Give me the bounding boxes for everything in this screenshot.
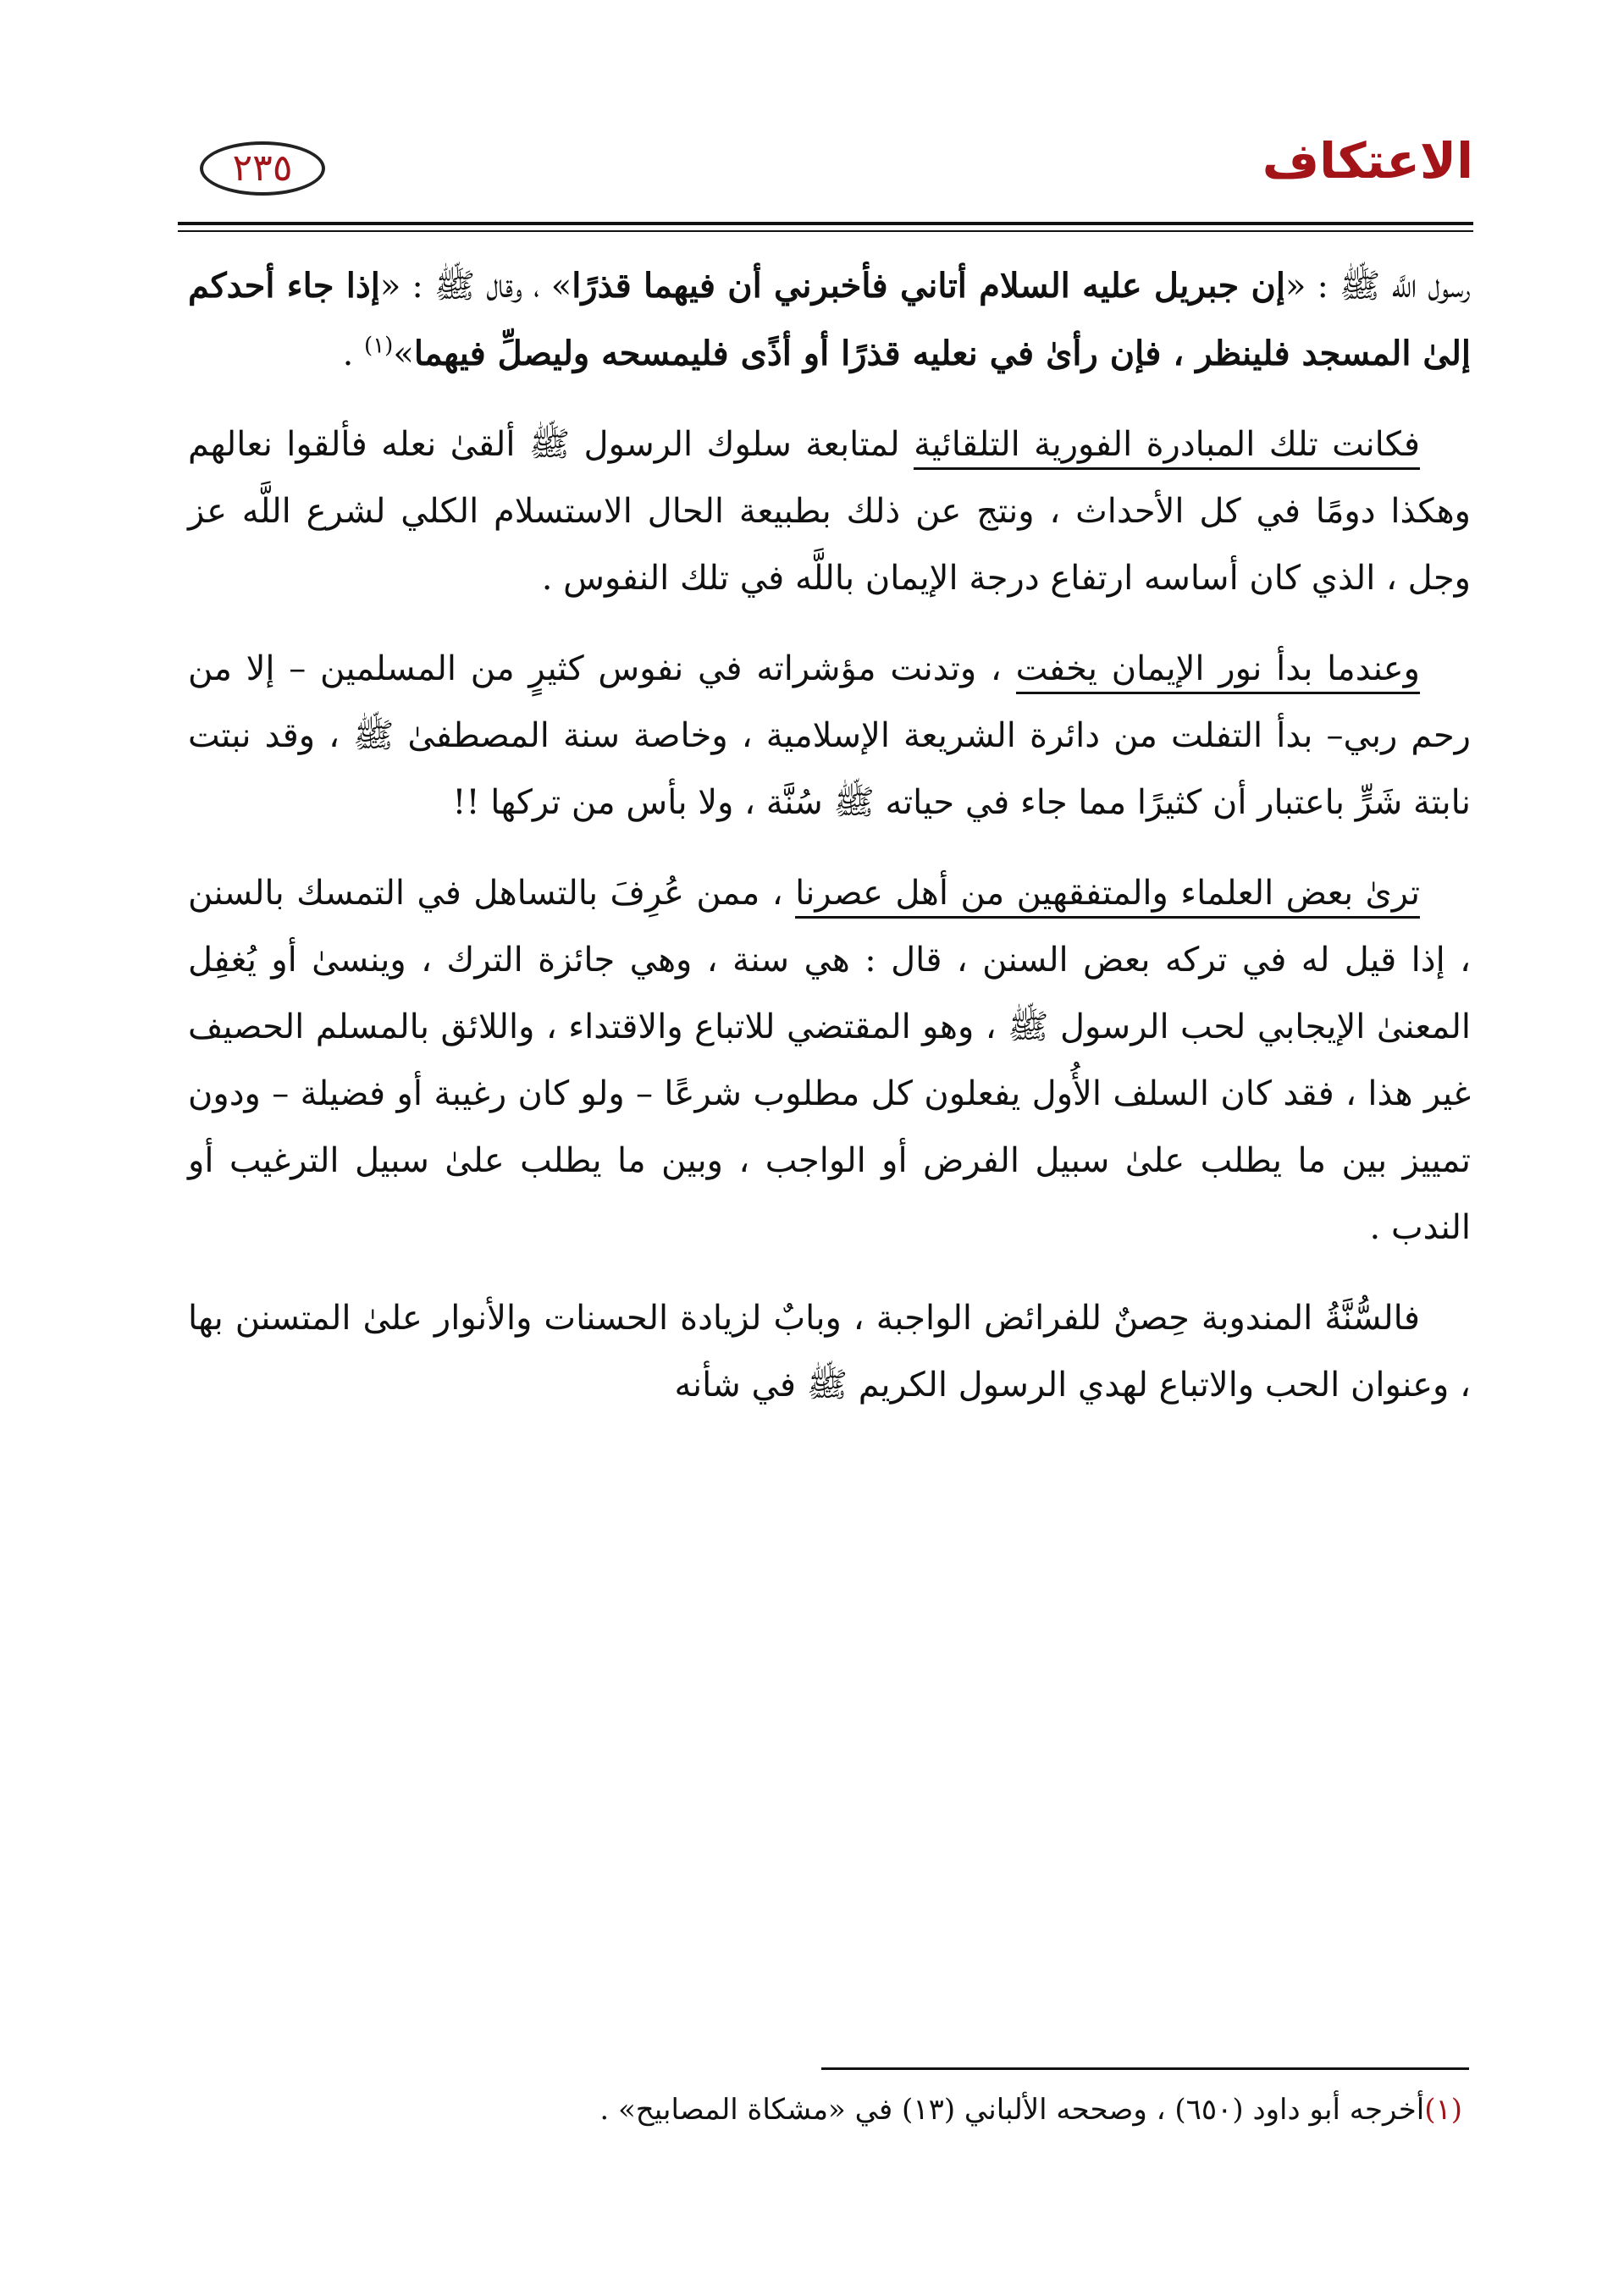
footnote-reference[interactable]: (١) bbox=[364, 333, 394, 359]
page-header bbox=[169, 131, 1473, 207]
footnote bbox=[188, 2084, 1462, 2135]
footnote-text: أخرجه أبو داود (٦٥٠) ، وصححه الألباني (١٣) في «مشكاة المصابيح» . bbox=[599, 2093, 1425, 2127]
paragraph-3: وعندما بدأ نور الإيمان يخفت ، وتدنت مؤشراته في نفوس كثيرٍ من المسلمين – إلا من رحم ربي– بدأ التفلت من دائرة الشريعة الإسلامية ، وخاصة سنة المصطفىٰ ﷺ ، وقد نبتت نابتة شَرٍّ باعتبار أن كثيرًا مما جاء في حياته ﷺ سُنَّة ، ولا بأس من تركها !! bbox=[188, 649, 1471, 822]
underlined-phrase: وعندما بدأ نور الإيمان يخفت bbox=[1016, 649, 1420, 694]
paragraph-1: رسول اللَّه ﷺ : «إن جبريل عليه السلام أتاني فأخبرني أن فيهما قذرًا» ، وقال ﷺ : «إذا جاء أحدكم إلىٰ المسجد فلينظر ، فإن رأىٰ في نعليه قذرًا أو أذًى فليمسحه وليصلِّ فيهما»$^{(١)}$ . bbox=[188, 266, 1471, 373]
page-number-badge: ٢٣٥ bbox=[200, 141, 325, 196]
footnote-mark: (١) bbox=[1424, 2093, 1462, 2127]
underlined-phrase: فكانت تلك المبادرة الفورية التلقائية bbox=[914, 425, 1420, 470]
footnote-rule bbox=[821, 2067, 1469, 2070]
hadith-quote-2: إذا جاء أحدكم إلىٰ المسجد فلينظر ، فإن رأىٰ في نعليه قذرًا أو أذًى فليمسحه وليصلِّ فيهما bbox=[188, 266, 1471, 373]
header-rule-thick bbox=[178, 222, 1473, 225]
underlined-phrase: ترىٰ بعض العلماء والمتفقهين من أهل عصرنا bbox=[795, 874, 1420, 919]
page-body bbox=[188, 252, 1471, 1443]
chapter-title: الاعتكاف bbox=[1262, 132, 1473, 190]
paragraph-2: فكانت تلك المبادرة الفورية التلقائية لمتابعة سلوك الرسول ﷺ ألقىٰ نعله فألقوا نعالهم وهكذا دومًا في كل الأحداث ، ونتج عن ذلك بطبيعة الحال الاستسلام الكلي لشرع اللَّه عز وجل ، الذي كان أساسه ارتفاع درجة الإيمان باللَّه في تلك النفوس . bbox=[188, 425, 1471, 598]
hadith-quote-1: إن جبريل عليه السلام أتاني فأخبرني أن فيهما قذرًا bbox=[572, 266, 1285, 306]
header-rule-thin bbox=[178, 230, 1473, 232]
paragraph-4: ترىٰ بعض العلماء والمتفقهين من أهل عصرنا ، ممن عُرِفَ بالتساهل في التمسك بالسنن ، إذا قيل له في تركه بعض السنن ، قال : هي سنة ، وهي جائزة الترك ، وينسىٰ أو يُغفِل المعنىٰ الإيجابي لحب الرسول ﷺ ، وهو المقتضي للاتباع والاقتداء ، واللائق بالمسلم الحصيف غير هذا ، فقد كان السلف الأُول يفعلون كل مطلوب شرعًا – ولو كان رغيبة أو فضيلة – ودون تمييز بين ما يطلب علىٰ سبيل الفرض أو الواجب ، وبين ما يطلب علىٰ سبيل الترغيب أو الندب . bbox=[188, 874, 1471, 1247]
paragraph-5: فالسُّنَّةُ المندوبة حِصنٌ للفرائض الواجبة ، وبابٌ لزيادة الحسنات والأنوار علىٰ المتسنن بها ، وعنوان الحب والاتباع لهدي الرسول الكريم ﷺ في شأنه bbox=[188, 1299, 1471, 1405]
